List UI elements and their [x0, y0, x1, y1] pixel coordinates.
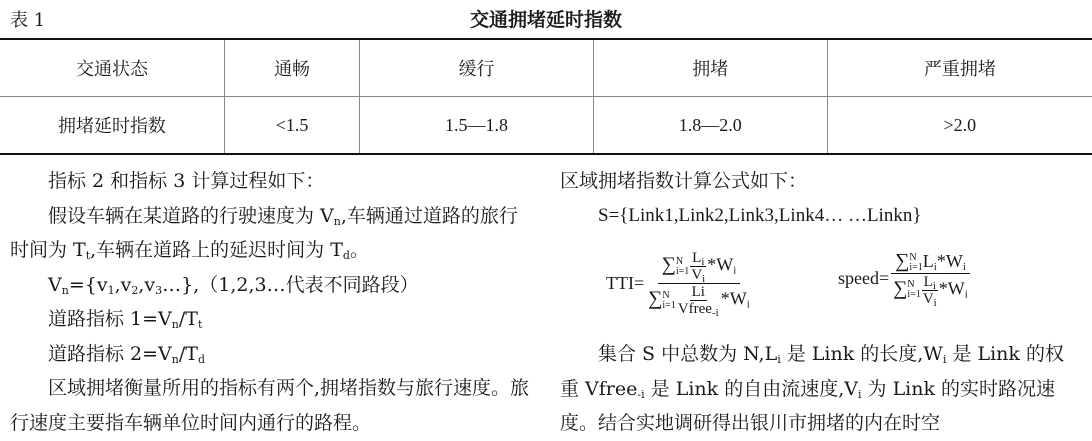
table-header-cell: 缓行 — [360, 39, 594, 97]
table-title: 交通拥堵延时指数 — [469, 9, 622, 31]
table-cell: 1.5—1.8 — [360, 97, 594, 155]
tti-formula: TTI= ∑ N i=1 $\frac{L_i}{V_i}$ $*W_i$ ∑ N i=1 $\frac{Li}{Vfree_{-i}}$ $*W_i$ — [606, 250, 750, 319]
paragraph: 指标 2 和指标 3 计算过程如下： — [48, 170, 325, 192]
table-row — [0, 97, 1092, 155]
right-column — [560, 164, 1080, 233]
table-cell: >2.0 — [827, 97, 1092, 155]
table-caption — [0, 0, 1092, 30]
speed-formula: speed= ∑ N i=1 $L_i*W_i$ ∑ N i=1 $\frac{L_i}{V_i}$ $*W_i$ — [838, 250, 972, 307]
table-number: 表 1 — [10, 10, 46, 31]
table-header-cell: 通畅 — [225, 39, 360, 97]
congestion-index-table — [0, 38, 1092, 155]
velocity-set: $V_n=\{v_1,v_2,v_3\dots\},(1,2,3\dots$代表不同路段） — [48, 273, 419, 297]
table-header-row — [0, 39, 1092, 97]
left-column — [10, 164, 530, 440]
paragraph: 假设车辆在某道路的行驶速度为 $V_n$,车辆通过道路的旅行时间为 $T_t$,车辆在道路上的延迟时间为 $T_d$。 — [10, 204, 518, 262]
paragraph: 区域拥堵衡量所用的指标有两个,拥堵指数与旅行速度。旅行速度主要指车辆单位时间内通行的路程。 — [10, 377, 530, 434]
paragraph: 集合 S 中总数为 $N,L_i$ 是 Link 的长度$,W_i$ 是 Link 的权重 Vfree$_{-i}$ 是 Link 的自由流速度$,V_i$ 为 Link 的实时路况速度。结合实地调研得出银川市拥堵的内在时空 — [560, 343, 1064, 434]
table-header-cell: 严重拥堵 — [827, 39, 1092, 97]
paragraph: 区域拥堵指数计算公式如下： — [560, 170, 808, 192]
right-lower-text — [560, 337, 1080, 441]
table-cell: 1.8—2.0 — [593, 97, 827, 155]
table-cell: 拥堵延时指数 — [0, 97, 225, 155]
road-indicator-1: 道路指标 $1=V_n/T_t$ — [48, 308, 203, 331]
road-indicator-2: 道路指标 $2=V_n/T_d$ — [48, 342, 205, 366]
table-header-cell: 交通状态 — [0, 39, 225, 97]
link-set: S={Link1,Link2,Link3,Link4… …Linkn} — [598, 204, 922, 226]
table-cell: <1.5 — [225, 97, 360, 155]
table-header-cell: 拥堵 — [593, 39, 827, 97]
